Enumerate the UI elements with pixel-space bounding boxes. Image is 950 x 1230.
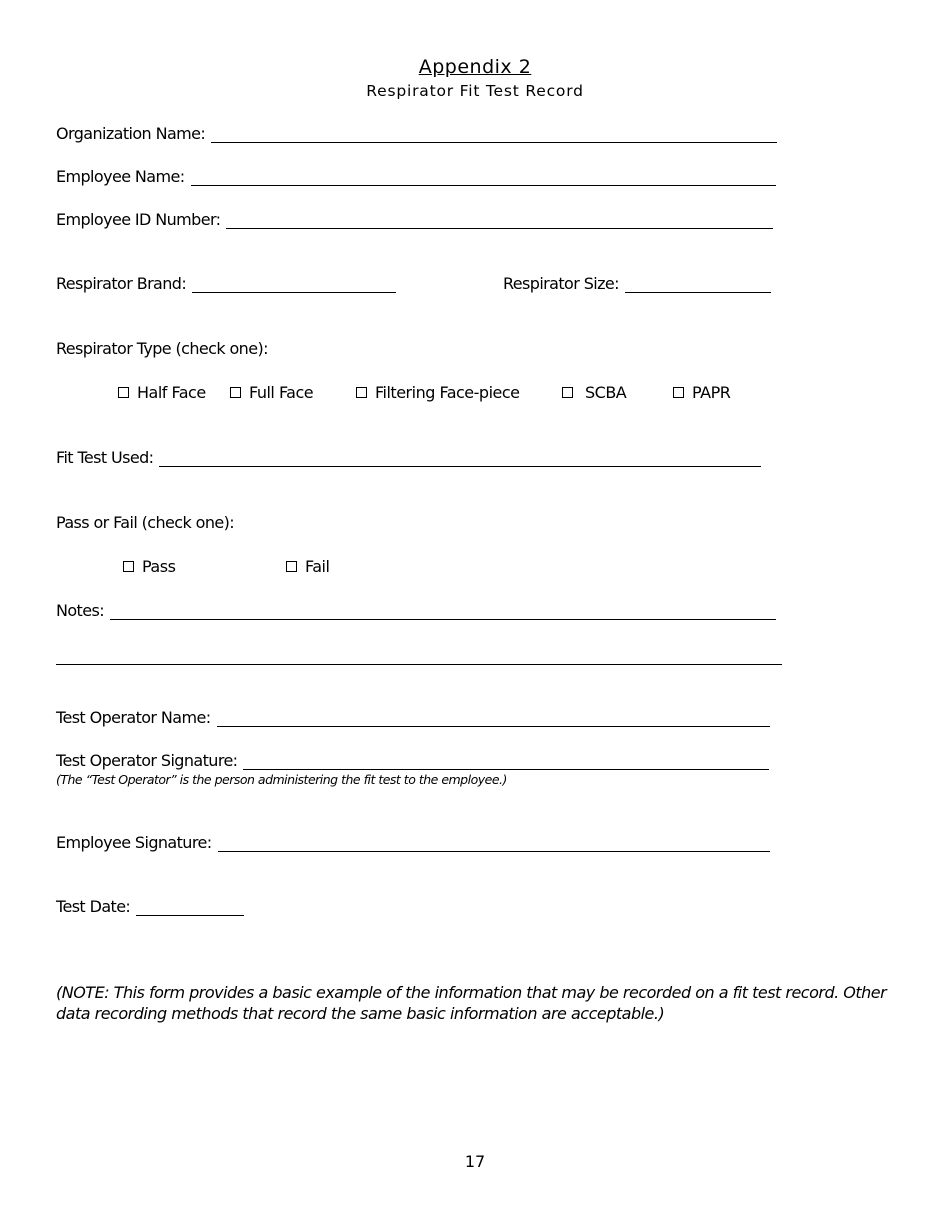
option-half-face-label: Half Face (137, 383, 206, 402)
form-note: (NOTE: This form provides a basic example of the information that may be recorded on a fit test record. Other data recording methods that record the same basic information are acceptable.) (56, 983, 887, 1023)
test-operator-name-label: Test Operator Name: (56, 708, 211, 727)
checkbox-icon[interactable] (286, 561, 297, 572)
option-filtering-face-piece-label: Filtering Face-piece (375, 383, 520, 402)
employee-id-field[interactable] (226, 212, 773, 229)
option-full-face-label: Full Face (249, 383, 314, 402)
option-half-face[interactable] (118, 383, 206, 402)
employee-name-row (56, 167, 776, 186)
test-operator-signature-row (56, 751, 769, 770)
test-operator-signature-label: Test Operator Signature: (56, 751, 238, 770)
checkbox-icon[interactable] (123, 561, 134, 572)
option-papr-label: PAPR (692, 383, 731, 402)
option-pass-label: Pass (142, 557, 176, 576)
page-title: Appendix 2 (418, 56, 532, 78)
test-date-field[interactable] (136, 899, 244, 916)
checkbox-icon[interactable] (230, 387, 241, 398)
employee-signature-label: Employee Signature: (56, 833, 212, 852)
option-scba-label: SCBA (585, 383, 627, 402)
option-fail[interactable] (286, 557, 329, 576)
respirator-size-field[interactable] (625, 276, 771, 293)
test-date-row (56, 897, 244, 916)
option-scba[interactable] (562, 383, 626, 402)
organization-name-row (56, 124, 777, 143)
fit-test-used-field[interactable] (159, 450, 761, 467)
notes-field[interactable] (110, 603, 776, 620)
pass-fail-label: Pass or Fail (check one): (56, 513, 235, 532)
respirator-type-label: Respirator Type (check one): (56, 339, 268, 358)
notes-row (56, 601, 776, 620)
test-date-label: Test Date: (56, 897, 131, 916)
option-full-face[interactable] (230, 383, 313, 402)
organization-name-field[interactable] (211, 126, 777, 143)
employee-name-field[interactable] (191, 169, 776, 186)
checkbox-icon[interactable] (356, 387, 367, 398)
employee-name-label: Employee Name: (56, 167, 185, 186)
option-pass[interactable] (123, 557, 175, 576)
fit-test-used-row (56, 448, 761, 467)
checkbox-icon[interactable] (673, 387, 684, 398)
notes-field-line-2[interactable] (56, 649, 782, 665)
organization-name-label: Organization Name: (56, 124, 206, 143)
checkbox-icon[interactable] (118, 387, 129, 398)
respirator-size-label: Respirator Size: (503, 274, 619, 293)
test-operator-name-row (56, 708, 770, 727)
employee-id-label: Employee ID Number: (56, 210, 221, 229)
employee-signature-row (56, 833, 770, 852)
notes-label: Notes: (56, 601, 105, 620)
page-number: 17 (464, 1152, 486, 1171)
operator-note: (The “Test Operator” is the person administering the fit test to the employee.) (56, 772, 507, 787)
employee-id-row (56, 210, 773, 229)
respirator-brand-label: Respirator Brand: (56, 274, 187, 293)
option-fail-label: Fail (305, 557, 330, 576)
page-subtitle: Respirator Fit Test Record (366, 82, 584, 100)
fit-test-used-label: Fit Test Used: (56, 448, 154, 467)
checkbox-icon[interactable] (562, 387, 573, 398)
respirator-brand-field[interactable] (192, 276, 396, 293)
option-papr[interactable] (673, 383, 730, 402)
respirator-brand-row (56, 274, 396, 293)
test-operator-name-field[interactable] (217, 710, 770, 727)
employee-signature-field[interactable] (218, 835, 770, 852)
test-operator-signature-field[interactable] (243, 753, 769, 770)
respirator-size-row (503, 274, 771, 293)
option-filtering-face-piece[interactable] (356, 383, 520, 402)
